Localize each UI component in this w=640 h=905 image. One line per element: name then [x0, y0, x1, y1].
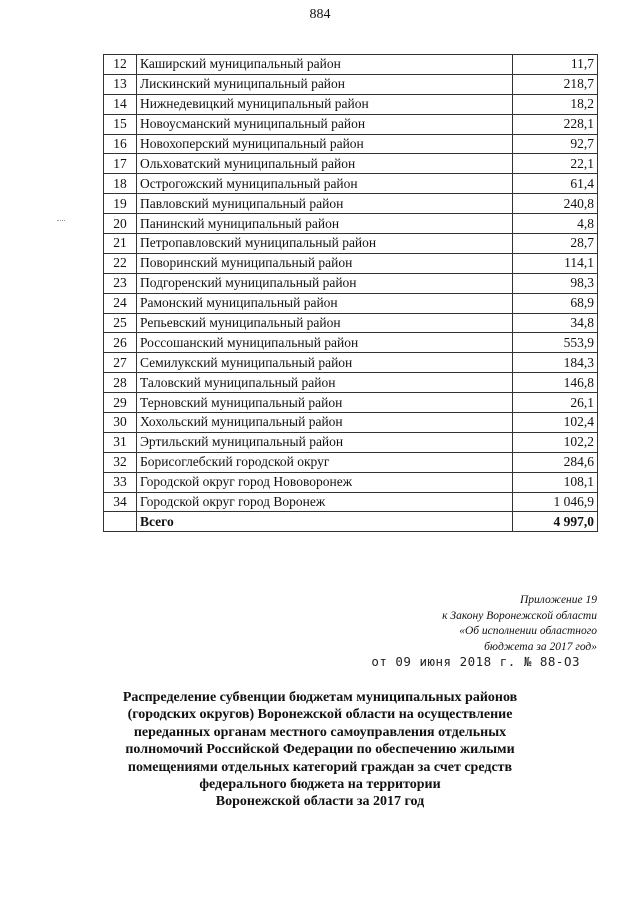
- municipality-name: Поворинский муниципальный район: [137, 253, 513, 273]
- subvention-amount: 102,4: [513, 413, 598, 433]
- table-row: [104, 452, 598, 472]
- municipality-name: Новохоперский муниципальный район: [137, 134, 513, 154]
- table-row: [104, 234, 598, 254]
- table-row: [104, 94, 598, 114]
- municipality-name: Подгоренский муниципальный район: [137, 273, 513, 293]
- municipality-name: Всего: [137, 512, 513, 532]
- table-row: [104, 373, 598, 393]
- table-row: [104, 353, 598, 373]
- row-number: 30: [104, 413, 137, 433]
- appendix-line: к Закону Воронежской области: [442, 609, 597, 622]
- subvention-amount: 114,1: [513, 253, 598, 273]
- table-row: [104, 55, 598, 75]
- subvention-amount: 28,7: [513, 234, 598, 254]
- row-number: 20: [104, 214, 137, 234]
- table-row: [104, 74, 598, 94]
- subvention-amount: 102,2: [513, 432, 598, 452]
- subvention-amount: 218,7: [513, 74, 598, 94]
- subvention-amount: 240,8: [513, 194, 598, 214]
- table-row: [104, 114, 598, 134]
- subvention-amount: 1 046,9: [513, 492, 598, 512]
- table-row: [104, 194, 598, 214]
- table-row: [104, 214, 598, 234]
- page-number: 884: [309, 7, 331, 22]
- table-row: [104, 333, 598, 353]
- document-title: [120, 689, 520, 811]
- table-row: [104, 134, 598, 154]
- subvention-amount: 22,1: [513, 154, 598, 174]
- municipality-name: Городской округ город Нововоронеж: [137, 472, 513, 492]
- title-line: (городских округов) Воронежской области на осуществление: [127, 707, 513, 723]
- title-line: федерального бюджета на территории: [199, 777, 441, 793]
- title-line: Распределение субвенции бюджетам муниципальных районов: [122, 690, 518, 705]
- municipality-name: Лискинский муниципальный район: [137, 74, 513, 94]
- law-date-stamp: от 09 июня 2018 г. № 88-ОЗ: [371, 654, 580, 669]
- municipality-name: Острогожский муниципальный район: [137, 174, 513, 194]
- table-row: [104, 472, 598, 492]
- subvention-amount: 61,4: [513, 174, 598, 194]
- municipality-name: Россошанский муниципальный район: [137, 333, 513, 353]
- subvention-amount: 11,7: [513, 55, 598, 75]
- municipality-name: Семилукский муниципальный район: [137, 353, 513, 373]
- subvention-amount: 146,8: [513, 373, 598, 393]
- row-number: [104, 512, 137, 532]
- row-number: 21: [104, 234, 137, 254]
- appendix-line: бюджета за 2017 год»: [484, 640, 597, 653]
- row-number: 18: [104, 174, 137, 194]
- table-body: [104, 55, 598, 532]
- margin-mark: [57, 220, 65, 222]
- subvention-amount: 184,3: [513, 353, 598, 373]
- row-number: 13: [104, 74, 137, 94]
- municipality-name: Панинский муниципальный район: [137, 214, 513, 234]
- row-number: 31: [104, 432, 137, 452]
- subvention-amount: 34,8: [513, 313, 598, 333]
- municipality-name: Каширский муниципальный район: [137, 55, 513, 75]
- subvention-amount: 98,3: [513, 273, 598, 293]
- title-line: переданных органам местного самоуправления отдельных: [133, 724, 507, 740]
- title-line: Воронежской области за 2017 год: [215, 794, 425, 810]
- municipality-name: Новоусманский муниципальный район: [137, 114, 513, 134]
- table-row: [104, 273, 598, 293]
- table-row: [104, 313, 598, 333]
- municipality-name: Ольховатский муниципальный район: [137, 154, 513, 174]
- table-row: [104, 174, 598, 194]
- row-number: 27: [104, 353, 137, 373]
- subvention-amount: 4,8: [513, 214, 598, 234]
- subvention-amount: 4 997,0: [513, 512, 598, 532]
- subvention-table: [103, 54, 598, 532]
- row-number: 29: [104, 393, 137, 413]
- municipality-name: Хохольский муниципальный район: [137, 413, 513, 433]
- subvention-amount: 26,1: [513, 393, 598, 413]
- row-number: 16: [104, 134, 137, 154]
- municipality-name: Рамонский муниципальный район: [137, 293, 513, 313]
- table-row: [104, 492, 598, 512]
- row-number: 22: [104, 253, 137, 273]
- municipality-name: Петропавловский муниципальный район: [137, 234, 513, 254]
- row-number: 15: [104, 114, 137, 134]
- subvention-amount: 228,1: [513, 114, 598, 134]
- subvention-amount: 108,1: [513, 472, 598, 492]
- row-number: 26: [104, 333, 137, 353]
- municipality-name: Эртильский муниципальный район: [137, 432, 513, 452]
- row-number: 14: [104, 94, 137, 114]
- appendix-line: «Об исполнении областного: [459, 625, 597, 637]
- subvention-amount: 553,9: [513, 333, 598, 353]
- row-number: 28: [104, 373, 137, 393]
- row-number: 34: [104, 492, 137, 512]
- municipality-name: Таловский муниципальный район: [137, 373, 513, 393]
- row-number: 12: [104, 55, 137, 75]
- municipality-name: Репьевский муниципальный район: [137, 313, 513, 333]
- row-number: 17: [104, 154, 137, 174]
- municipality-name: Павловский муниципальный район: [137, 194, 513, 214]
- subvention-amount: 18,2: [513, 94, 598, 114]
- title-line: полномочий Российской Федерации по обеспечению жилыми: [125, 742, 515, 758]
- subvention-amount: 92,7: [513, 134, 598, 154]
- row-number: 24: [104, 293, 137, 313]
- appendix-note: [442, 593, 597, 655]
- row-number: 19: [104, 194, 137, 214]
- total-row: [104, 512, 598, 532]
- table-row: [104, 154, 598, 174]
- municipality-name: Городской округ город Воронеж: [137, 492, 513, 512]
- row-number: 33: [104, 472, 137, 492]
- table-row: [104, 393, 598, 413]
- table-row: [104, 432, 598, 452]
- row-number: 25: [104, 313, 137, 333]
- municipality-name: Терновский муниципальный район: [137, 393, 513, 413]
- row-number: 23: [104, 273, 137, 293]
- row-number: 32: [104, 452, 137, 472]
- table-row: [104, 253, 598, 273]
- appendix-line: Приложение 19: [519, 594, 597, 606]
- municipality-name: Нижнедевицкий муниципальный район: [137, 94, 513, 114]
- table-row: [104, 293, 598, 313]
- title-line: помещениями отдельных категорий граждан за счет средств: [127, 759, 513, 775]
- subvention-amount: 284,6: [513, 452, 598, 472]
- table-row: [104, 413, 598, 433]
- subvention-amount: 68,9: [513, 293, 598, 313]
- municipality-name: Борисоглебский городской округ: [137, 452, 513, 472]
